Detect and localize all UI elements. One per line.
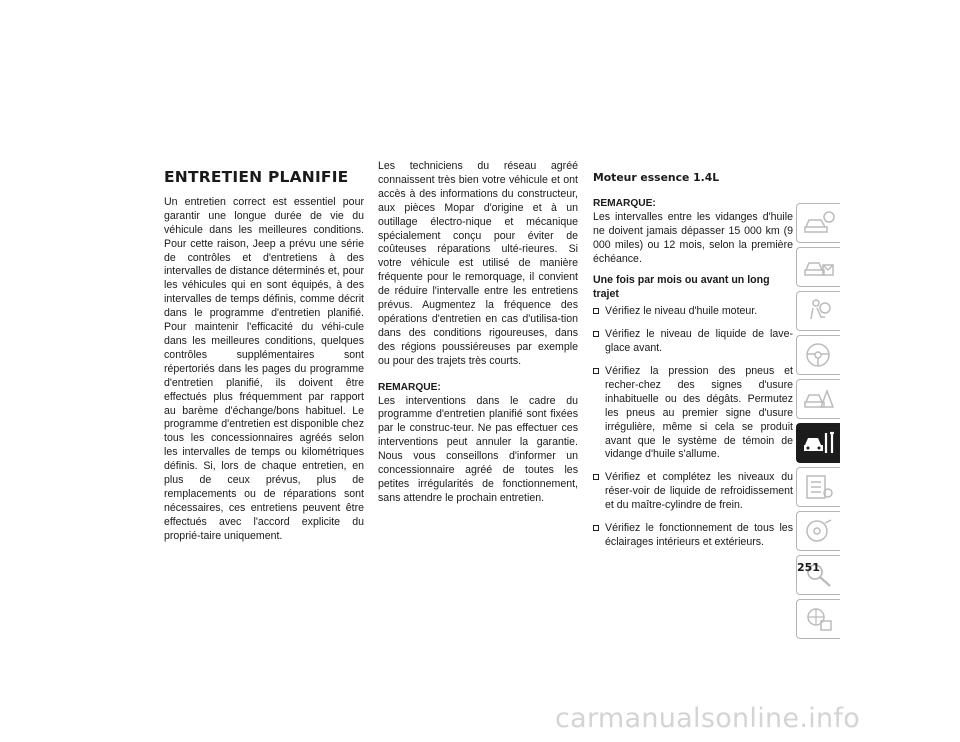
intro-paragraph: Un entretien correct est essentiel pour garantir une longue durée de vie du véhicule dans les meilleures conditions. Pour cette raison, Jeep a prévu une série de contrôles et d'entretiens à des intervalles de distance déterminés et, pour les véhicules qui en sont équipés, à des intervalles de temps définis, comme décrit dans le programme d'entretien planifié. Pour maintenir l'efficacité du véhi-cule dans les meilleures conditions, quelques contrôles supplémentaires sont répertoriés dans les pages du programme d'entretien planifié, ils doivent être effectués plus fréquemment par rapport au barème d'échange/bons habituel. Le programme d'entretien est disponible chez tous les concessionnaires agréés selon les intervalles de temps ou kilométriques définis. Si, lors de chaque entretien, en plus de ceux prévus, plus de remplacements ou de réparations sont nécessaires, ces entretiens peuvent être effectués avec l'accord explicite du proprié-taire uniquement. xyxy=(164,195,364,542)
checklist-item: Vérifiez le niveau d'huile moteur. xyxy=(593,305,793,319)
note-label: REMARQUE: xyxy=(593,197,656,209)
watermark: carmanualsonline.info xyxy=(555,703,861,734)
checklist-item: Vérifiez et complétez les niveaux du réser-voir de liquide de refroidissement et du maître-cylindre de frein. xyxy=(593,471,793,513)
car-service-tools-icon xyxy=(803,429,835,457)
checklist-heading: Une fois par mois ou avant un long trajet xyxy=(593,274,770,301)
car-warning-icon xyxy=(803,253,835,281)
chapter-tabs xyxy=(796,203,842,643)
page-number: 251 xyxy=(797,561,820,574)
note-label: REMARQUE: xyxy=(378,381,441,393)
section-title: Moteur essence 1.4L xyxy=(593,171,720,184)
tab-car-info[interactable] xyxy=(796,203,840,243)
tab-driving[interactable] xyxy=(796,335,840,375)
note-text: Les interventions dans le cadre du programme d'entretien planifié sont fixées par le construc-teur. Ne pas effectuer ces interventions peut annuler la garantie. Nous vous conseillons d'informer un concessionnaire agréé de toutes les petites irrégularités de fonctionnement, sans attendre le prochain entretien. xyxy=(378,394,578,504)
checkbox-icon xyxy=(593,308,599,314)
language-icon xyxy=(803,605,835,633)
column-intro xyxy=(164,160,364,544)
technicians-paragraph: Les techniciens du réseau agréé connaissent très bien votre véhicule et ont accès à des informations du constructeur, aux pièces Mopar d'origine et à un outillage électro-nique et mécanique spécialement conçu pour éviter de coûteuses réparations ulté-rieures. Si votre véhicule est utilisé de manière fréquente pour le remorquage, il convient de réduire l'intervalle entre les entretiens prévus. Augmentez la fréquence des opérations d'entretien en cas d'utilisa-tion dans des conditions rigoureuses, dans des régions poussiéreuses par exemple ou pour des trajets très courts. xyxy=(378,160,578,367)
tab-specifications[interactable] xyxy=(796,467,840,507)
checklist xyxy=(593,305,793,550)
checklist-item: Vérifiez le niveau de liquide de lave-glace avant. xyxy=(593,328,793,356)
car-info-icon xyxy=(803,209,835,237)
tab-multimedia[interactable] xyxy=(796,511,840,551)
page-title: ENTRETIEN PLANIFIE xyxy=(164,168,349,186)
car-emergency-icon xyxy=(803,385,835,413)
spec-list-icon xyxy=(803,473,835,501)
checkbox-icon xyxy=(593,368,599,374)
checklist-item: Vérifiez le fonctionnement de tous les éclairages intérieurs et extérieurs. xyxy=(593,522,793,550)
column-technicians xyxy=(378,160,578,506)
checkbox-icon xyxy=(593,331,599,337)
column-engine xyxy=(593,160,793,559)
tab-safety[interactable] xyxy=(796,291,840,331)
airbag-person-icon xyxy=(803,297,835,325)
tab-service-maintenance[interactable] xyxy=(796,423,840,463)
checklist-item: Vérifiez la pression des pneus et recher-chez des signes d'usure inhabituelle ou des dégâts. Permutez les pneus au premier signe d'usure irrégulière, même si cela se produit avant que le système de témoin de vidange d'huile s'allume. xyxy=(593,365,793,462)
checkbox-icon xyxy=(593,525,599,531)
multimedia-icon xyxy=(803,517,835,545)
tab-language[interactable] xyxy=(796,599,840,639)
note-text: Les intervalles entre les vidanges d'huile ne doivent jamais dépasser 15 000 km (9 000 miles) ou 12 mois, selon la première échéance. xyxy=(593,210,793,265)
checkbox-icon xyxy=(593,474,599,480)
tab-emergency[interactable] xyxy=(796,379,840,419)
steering-wheel-icon xyxy=(803,341,835,369)
tab-car-warning[interactable] xyxy=(796,247,840,287)
